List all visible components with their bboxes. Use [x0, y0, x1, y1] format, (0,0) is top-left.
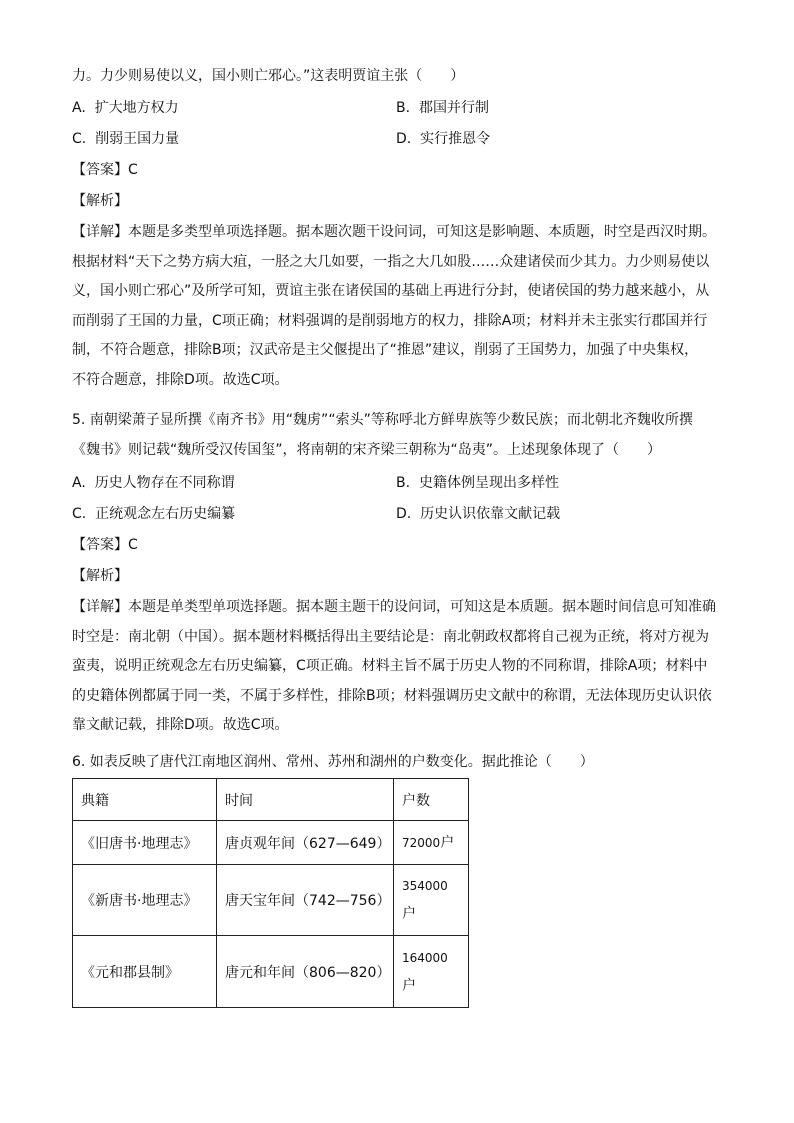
table-header-row — [73, 779, 469, 821]
option-label: C. — [72, 506, 87, 522]
cell-households — [394, 936, 469, 1008]
q4-option-d[interactable] — [396, 129, 490, 149]
q5-option-d[interactable] — [396, 504, 560, 524]
option-text: 削弱王国力量 — [95, 131, 180, 147]
cell-book: 《旧唐书·地理志》 — [73, 821, 217, 865]
option-text: 历史人物存在不同称谓 — [94, 475, 235, 491]
q4-option-b[interactable] — [396, 98, 489, 118]
table-row — [73, 821, 469, 865]
detail-line: 不符合题意，排除D项。故选C项。 — [72, 371, 289, 388]
header-book: 典籍 — [73, 779, 217, 821]
stem-line: 5. 南朝梁萧子显所撰《南齐书》用“魏虏”“索头”等称呼北方鲜卑族等少数民族；而北朝北齐魏收所撰 — [72, 412, 693, 428]
q5-option-b[interactable] — [396, 473, 559, 493]
cell-time: 唐天宝年间（742—756） — [217, 865, 394, 936]
q4-answer: 【答案】C — [72, 162, 138, 178]
option-text: 史籍体例呈现出多样性 — [418, 475, 559, 491]
households-number: 354000 — [402, 879, 448, 893]
q5-answer: 【答案】C — [72, 537, 138, 553]
cell-households — [394, 821, 469, 865]
option-label: D. — [396, 131, 412, 147]
q4-stem-tail: 力。力少则易使以义，国小则亡邪心。”这表明贾谊主张（ ） — [72, 68, 465, 84]
option-label: C. — [72, 131, 87, 147]
q4-analysis-tag: 【解析】 — [72, 193, 128, 209]
option-label: A. — [72, 100, 86, 116]
detail-line: 【详解】本题是多类型单项选择题。据本题次题干设问词，可知这是影响题、本质题，时空是西汉时期。 — [72, 224, 716, 240]
households-table — [72, 778, 469, 1008]
option-text: 扩大地方权力 — [94, 100, 179, 116]
table-row — [73, 865, 469, 936]
q4-detail — [72, 218, 722, 395]
cell-time: 唐元和年间（806—820） — [217, 936, 394, 1008]
q6-stem: 6. 如表反映了唐代江南地区润州、常州、苏州和湖州的户数变化。据此推论（ ） — [72, 754, 594, 770]
cell-households — [394, 865, 469, 936]
header-time: 时间 — [217, 779, 394, 821]
households-number: 164000 — [402, 950, 448, 965]
option-label: A. — [72, 475, 86, 491]
q4-option-c[interactable] — [72, 129, 179, 149]
q5-detail — [72, 593, 722, 741]
option-label: B. — [396, 475, 411, 491]
option-text: 郡国并行制 — [418, 100, 489, 116]
cell-book: 《新唐书·地理志》 — [73, 865, 217, 936]
households-unit: 户 — [402, 977, 416, 994]
detail-line: 根据材料“天下之势方病大疽，一胫之大几如要，一指之大几如股……众建诸侯而少其力。力少则易使以 — [72, 253, 710, 270]
option-text: 正统观念左右历史编纂 — [95, 506, 236, 522]
option-text: 实行推恩令 — [420, 131, 491, 147]
q5-stem — [72, 406, 722, 465]
detail-line: 蛮夷，说明正统观念左右历史编纂，C项正确。材料主旨不属于历史人物的不同称谓，排除A项；材料中 — [72, 658, 708, 674]
header-households: 户数 — [394, 779, 469, 821]
q5-analysis-tag: 【解析】 — [72, 568, 128, 584]
cell-book: 《元和郡县制》 — [73, 936, 217, 1008]
option-label: D. — [396, 506, 412, 522]
detail-line: 的史籍体例都属于同一类，不属于多样性，排除B项；材料强调历史文献中的称谓，无法体现历史认识依 — [72, 687, 712, 704]
stem-line: 《魏书》则记载“魏所受汉传国玺”，将南朝的宋齐梁三朝称为“岛夷”。上述现象体现了（ ） — [72, 441, 662, 458]
households-unit: 户 — [402, 906, 416, 922]
detail-line: 时空是：南北朝（中国）。据本题材料概括得出主要结论是：南北朝政权都将自己视为正统，将对方视为 — [72, 628, 709, 645]
option-text: 历史认识依靠文献记载 — [420, 506, 561, 522]
cell-time: 唐贞观年间（627—649） — [217, 821, 394, 865]
detail-line: 义，国小则亡邪心”及所学可知，贾谊主张在诸侯国的基础上再进行分封，使诸侯国的势力越来越小，从 — [72, 283, 710, 299]
table-row — [73, 936, 469, 1008]
detail-line: 而削弱了王国的力量，C项正确；材料强调的是削弱地方的权力，排除A项；材料并未主张实行郡国并行 — [72, 312, 708, 329]
q5-option-c[interactable] — [72, 504, 235, 524]
q4-option-a[interactable] — [72, 98, 179, 118]
q5-option-a[interactable] — [72, 473, 235, 493]
detail-line: 制，不符合题意，排除B项；汉武帝是主父偃提出了“推恩”建议，削弱了王国势力，加强了中央集权， — [72, 342, 699, 358]
option-label: B. — [396, 100, 411, 116]
households-number: 72000 — [402, 835, 441, 850]
detail-line: 【详解】本题是单类型单项选择题。据本题主题干的设问词，可知这是本质题。据本题时间信息可知准确 — [72, 599, 716, 615]
households-unit: 户 — [440, 834, 455, 851]
detail-line: 靠文献记载，排除D项。故选C项。 — [72, 717, 289, 733]
